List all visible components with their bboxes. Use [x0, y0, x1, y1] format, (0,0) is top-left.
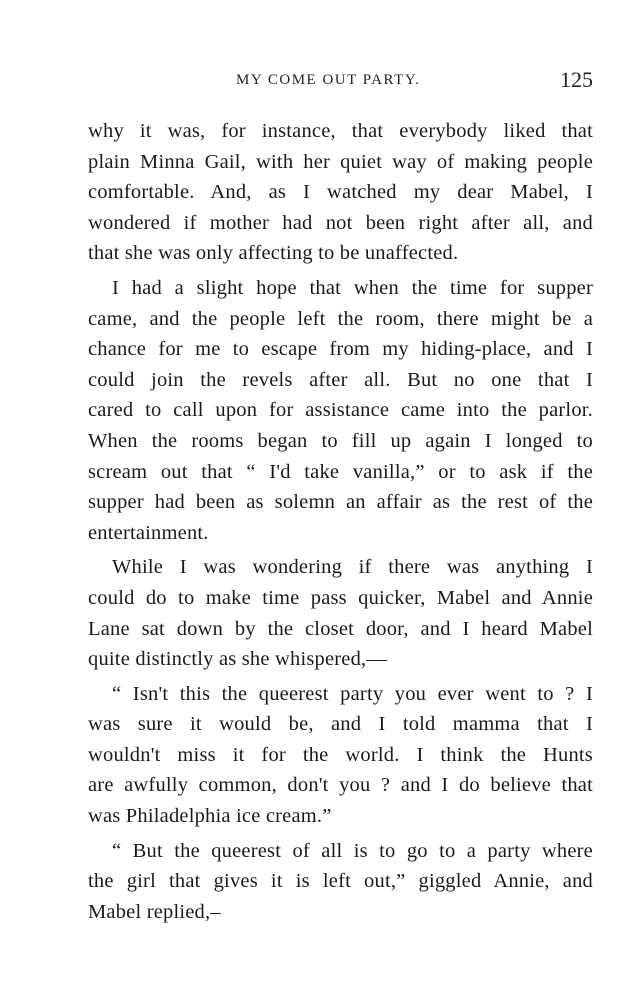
- text-line: Mabel replied,–: [88, 900, 221, 923]
- text-line: was sure it would be, and I told mamma that I: [88, 713, 593, 736]
- paragraph: [88, 273, 593, 548]
- paragraph: [88, 116, 593, 269]
- text-line: that she was only affecting to be unaffected.: [88, 242, 459, 265]
- text-line: entertainment.: [88, 521, 209, 544]
- paragraph: [88, 679, 593, 832]
- text-line: cared to call upon for assistance came into the parlor.: [88, 399, 593, 422]
- text-line: quite distinctly as she whispered,—: [88, 648, 388, 671]
- running-head: MY COME OUT PARTY.: [236, 72, 421, 88]
- text-line: are awfully common, don't you ? and I do believe that: [88, 774, 593, 797]
- text-line: came, and the people left the room, there might be a: [88, 307, 593, 330]
- text-line: why it was, for instance, that everybody liked that: [88, 120, 593, 142]
- body-text: [88, 116, 593, 927]
- paragraph: [88, 836, 593, 928]
- text-line: “ But the queerest of all is to go to a party where: [112, 839, 593, 862]
- text-line: plain Minna Gail, with her quiet way of making people: [88, 150, 593, 173]
- text-line: scream out that “ I'd take vanilla,” or to ask if the: [88, 460, 593, 483]
- text-line: While I was wondering if there was anything I: [112, 556, 593, 579]
- text-line: wouldn't miss it for the world. I think the Hunts: [88, 743, 593, 766]
- text-line: “ Isn't this the queerest party you ever went to ? I: [112, 682, 593, 705]
- text-line: the girl that gives it is left out,” giggled Annie, and: [88, 870, 593, 893]
- text-line: could join the revels after all. But no one that I: [88, 368, 593, 391]
- page-number: 125: [560, 67, 593, 92]
- text-line: was Philadelphia ice cream.”: [88, 805, 332, 828]
- text-line: Lane sat down by the closet door, and I heard Mabel: [88, 617, 593, 640]
- text-line: wondered if mother had not been right after all, and: [88, 211, 593, 234]
- text-line: supper had been as solemn an affair as the rest of the: [88, 491, 593, 514]
- text-line: When the rooms began to fill up again I longed to: [88, 429, 593, 452]
- text-line: comfortable. And, as I watched my dear Mabel, I: [88, 181, 593, 204]
- page-header: [88, 67, 593, 100]
- text-line: could do to make time pass quicker, Mabel and Annie: [88, 586, 593, 609]
- text-line: chance for me to escape from my hiding-place, and I: [88, 338, 593, 361]
- text-line: I had a slight hope that when the time for supper: [112, 276, 593, 299]
- paragraph: [88, 552, 593, 674]
